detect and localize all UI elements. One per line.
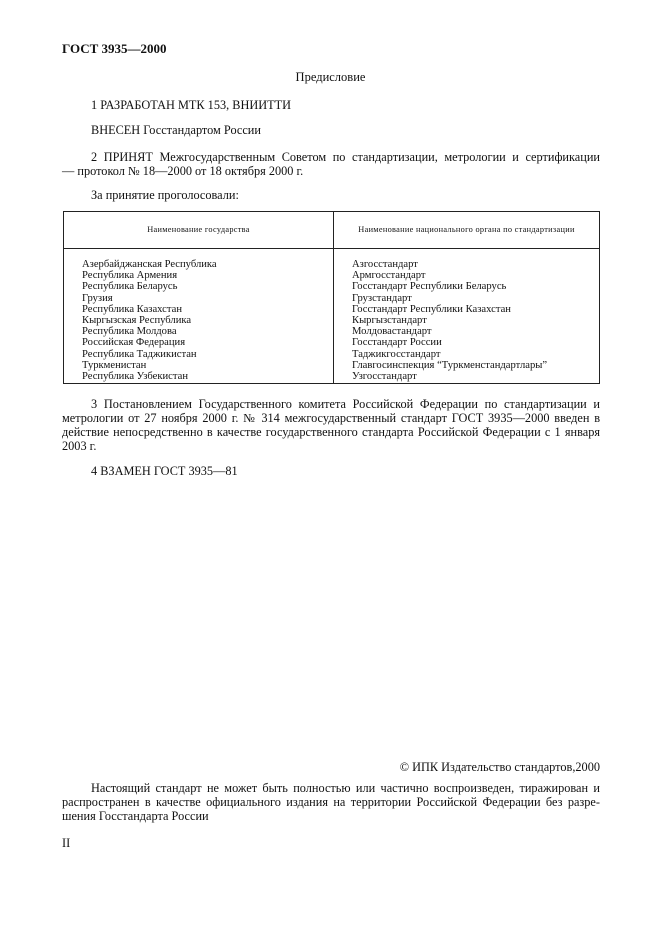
body-name: Кыргызстандарт <box>352 315 427 327</box>
state-name: Республика Узбекистан <box>82 371 189 383</box>
item-3-line-1: 3 Постановлением Государственного комитета Российской Федерации по стандартизации и <box>91 397 600 411</box>
document-header: ГОСТ 3935—2000 <box>62 41 167 56</box>
state-name: Республика Армения <box>82 270 178 282</box>
item-4-replaces: 4 ВЗАМЕН ГОСТ 3935—81 <box>91 464 238 478</box>
state-name: Республика Беларусь <box>82 281 178 293</box>
body-name: Азгосстандарт <box>352 259 418 270</box>
body-name: Главгосинспекция “Туркменстандартлары” <box>352 359 548 371</box>
body-name: Грузстандарт <box>352 292 412 304</box>
item-3-line-3: действие непосредственно в качестве государственного стандарта Российской Федерации с 1 января <box>62 425 600 439</box>
state-name: Российская Федерация <box>82 337 186 349</box>
body-name: Узгосстандарт <box>352 371 417 383</box>
copyright-notice: © ИПК Издательство стандартов,2000 <box>399 760 600 774</box>
state-name: Азербайджанская Республика <box>82 259 217 270</box>
body-name: Таджикгосстандарт <box>352 348 441 360</box>
state-name: Республика Казахстан <box>82 303 183 315</box>
item-2-line-1: 2 ПРИНЯТ Межгосударственным Советом по стандартизации, метрологии и сертификации <box>91 150 600 164</box>
state-name: Республика Молдова <box>82 326 177 338</box>
item-2-line-2: — протокол № 18—2000 от 18 октября 2000 г. <box>62 164 304 178</box>
state-name: Республика Таджикистан <box>82 348 197 360</box>
page-number: II <box>62 836 71 850</box>
body-name: Госстандарт Республики Беларусь <box>352 281 507 293</box>
bodies-cell <box>334 249 600 384</box>
column-header-state: Наименование государства <box>64 212 334 249</box>
states-cell <box>64 249 334 384</box>
item-3-line-2: метрологии от 27 ноября 2000 г. № 314 межгосударственный стандарт ГОСТ 3935—2000 введен в <box>62 411 600 425</box>
introduced-by: ВНЕСЕН Госстандартом России <box>91 123 261 137</box>
column-header-body: Наименование национального органа по стандартизации <box>334 212 600 249</box>
voting-table <box>63 211 600 384</box>
body-name: Молдовастандарт <box>352 326 432 338</box>
notice-line-3: шения Госстандарта России <box>62 809 209 823</box>
state-name: Туркменистан <box>82 359 147 371</box>
state-name: Кыргызская Республика <box>82 315 192 327</box>
body-name: Госстандарт России <box>352 337 442 349</box>
body-name: Госстандарт Республики Казахстан <box>352 303 511 315</box>
item-1-developed: 1 РАЗРАБОТАН МТК 153, ВНИИТТИ <box>91 98 292 112</box>
section-title: Предисловие <box>295 70 366 84</box>
state-name: Грузия <box>82 292 113 304</box>
voted-label: За принятие проголосовали: <box>91 188 239 202</box>
notice-line-2: распространен в качестве официального издания на территории Российской Федерации без разре- <box>62 795 600 809</box>
notice-line-1: Настоящий стандарт не может быть полностью или частично воспроизведен, тиражирован и <box>91 781 600 795</box>
item-3-line-4: 2003 г. <box>62 439 97 453</box>
body-name: Армгосстандарт <box>352 270 426 282</box>
